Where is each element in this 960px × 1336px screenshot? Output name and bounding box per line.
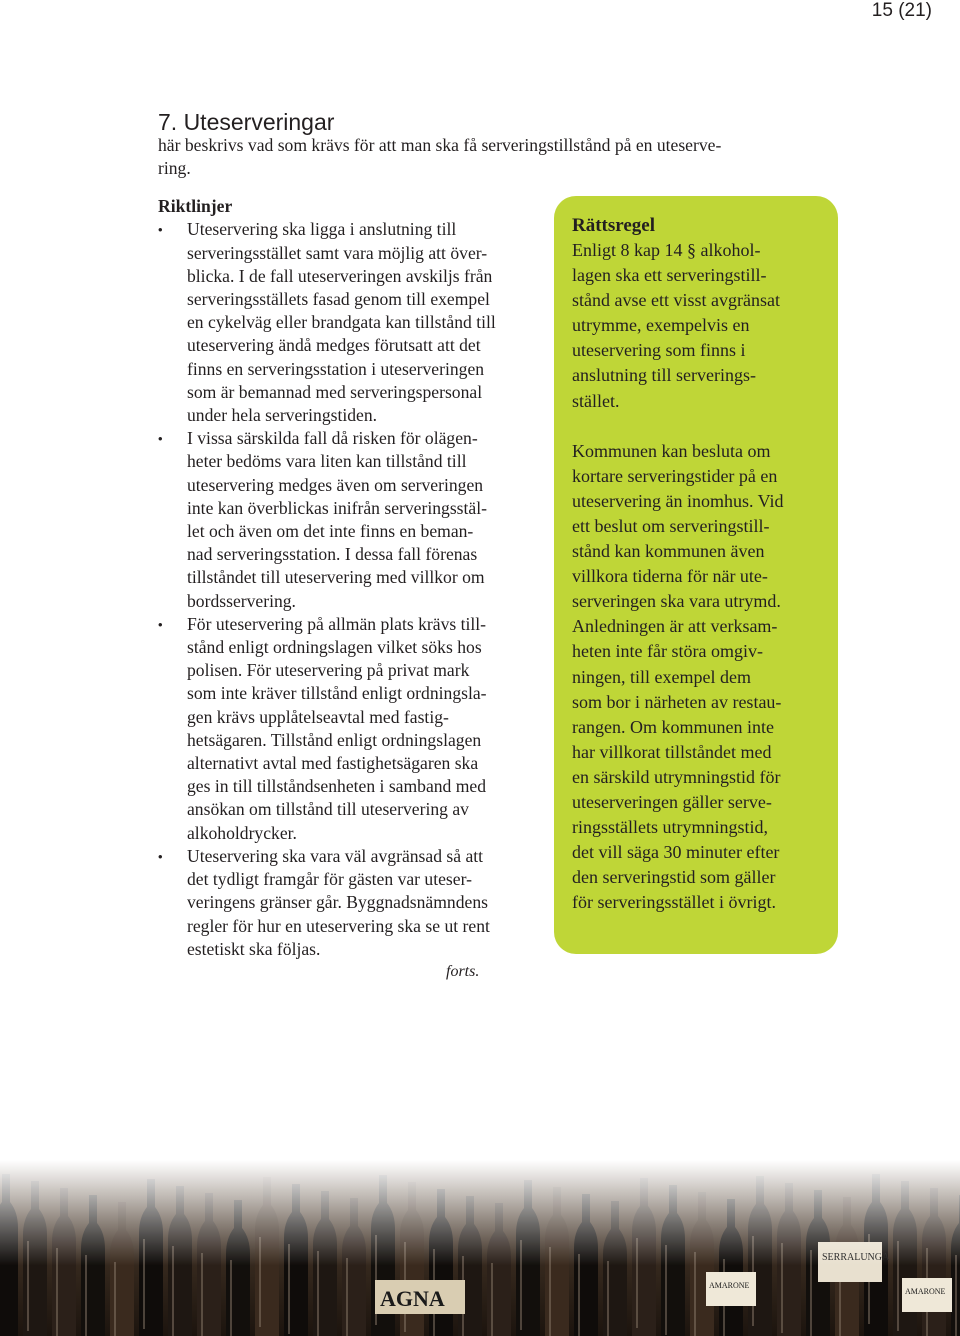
legal-rule-line: ett beslut om serveringstill- bbox=[572, 515, 770, 536]
guideline-item bbox=[158, 427, 538, 613]
legal-rule-line: för serveringsstället i övrigt. bbox=[572, 892, 776, 913]
legal-rule-line: ningen, till exempel dem bbox=[572, 666, 751, 687]
legal-rule-line: Anledningen är att verksam- bbox=[572, 616, 778, 637]
legal-rule-line: det vill säga 30 minuter efter bbox=[572, 842, 780, 863]
guideline-line: stånd enligt ordningslagen vilket söks hos bbox=[187, 637, 482, 658]
guideline-line: heter bedöms vara liten kan tillstånd till bbox=[187, 451, 467, 472]
legal-rule-paragraph-2 bbox=[572, 439, 838, 916]
guideline-line: Uteservering ska ligga i anslutning till bbox=[187, 219, 457, 240]
legal-rule-line: lagen ska ett serveringstill- bbox=[572, 265, 767, 286]
guideline-line: ges in till tillståndsenheten i samband med bbox=[187, 776, 487, 797]
guideline-line: nad serveringsstation. I dessa fall förenas bbox=[187, 544, 478, 565]
guideline-line: I vissa särskilda fall då risken för olägen- bbox=[187, 428, 478, 449]
legal-rule-paragraph-1 bbox=[572, 238, 838, 414]
continued-note: forts. bbox=[446, 963, 480, 980]
guideline-line: tillståndet till uteservering med villkor om bbox=[187, 567, 485, 588]
guideline-line: serveringsstället samt vara möjlig att över- bbox=[187, 242, 488, 263]
intro-line: ring. bbox=[158, 158, 191, 179]
guidelines-title: Riktlinjer bbox=[158, 196, 233, 216]
legal-rule-line: stånd avse ett visst avgränsat bbox=[572, 290, 780, 311]
intro-line: här beskrivs vad som krävs för att man ska få serveringstillstånd på en uteserve- bbox=[158, 135, 722, 155]
guideline-line: Uteservering ska vara väl avgränsad så att bbox=[187, 845, 484, 866]
legal-rule-line: Kommunen kan besluta om bbox=[572, 440, 771, 461]
section-intro bbox=[158, 134, 798, 181]
section-heading: 7. Uteserveringar bbox=[158, 109, 335, 135]
guideline-line: som är bemannad med serveringspersonal bbox=[187, 381, 483, 402]
guideline-line: regler för hur en uteservering ska se ut rent bbox=[187, 915, 490, 936]
legal-rule-line: har villkorat tillståndet med bbox=[572, 741, 772, 762]
guideline-item bbox=[158, 845, 538, 961]
legal-rule-line: stånd kan kommunen även bbox=[572, 541, 765, 562]
guideline-item bbox=[158, 218, 538, 427]
legal-rule-line: anslutning till serverings- bbox=[572, 365, 756, 386]
guideline-line: en cykelväg eller brandgata kan tillstånd till bbox=[187, 312, 496, 333]
guideline-line: blicka. I de fall uteserveringen avskiljs från bbox=[187, 265, 493, 286]
legal-rule-line: uteservering än inomhus. Vid bbox=[572, 490, 784, 511]
guideline-line: gen krävs upplåtelseavtal med fastig- bbox=[187, 706, 449, 727]
bullet-icon: • bbox=[158, 431, 163, 447]
bullet-icon: • bbox=[158, 222, 163, 238]
guideline-line: som inte kräver tillstånd enligt ordningsla- bbox=[187, 683, 487, 704]
legal-rule-line: heten inte får störa omgiv- bbox=[572, 641, 763, 662]
guideline-line: veringens gränser går. Byggnadsnämndens bbox=[187, 892, 488, 913]
guideline-line: estetiskt ska följas. bbox=[187, 938, 321, 959]
guideline-line: bordsservering. bbox=[187, 590, 296, 611]
guideline-item bbox=[158, 613, 538, 845]
wine-bottles-photo bbox=[0, 1160, 960, 1336]
guideline-line: För uteservering på allmän plats krävs till- bbox=[187, 613, 487, 634]
guideline-line: det tydligt framgår för gästen var uteser- bbox=[187, 869, 472, 890]
guideline-line: polisen. För uteservering på privat mark bbox=[187, 660, 470, 681]
legal-rule-line: som bor i närheten av restau- bbox=[572, 691, 782, 712]
legal-rule-line: uteserveringen gäller serve- bbox=[572, 791, 772, 812]
guideline-line: inte kan överblickas inifrån serveringsstäl- bbox=[187, 497, 487, 518]
legal-rule-line: stället. bbox=[572, 390, 620, 411]
page-number: 15 (21) bbox=[871, 0, 932, 21]
legal-rule-title: Rättsregel bbox=[572, 215, 656, 236]
legal-rule-line: utrymme, exempelvis en bbox=[572, 315, 750, 336]
guideline-line: finns en serveringsstation i uteserveringen bbox=[187, 358, 485, 379]
bullet-icon: • bbox=[158, 616, 163, 632]
legal-rule-line: Enligt 8 kap 14 § alkohol- bbox=[572, 240, 761, 260]
guidelines-list bbox=[158, 218, 538, 961]
legal-rule-line: kortare serveringstider på en bbox=[572, 465, 778, 486]
legal-rule-line: den serveringstid som gäller bbox=[572, 867, 776, 888]
guideline-line: ansökan om tillstånd till uteservering av bbox=[187, 799, 469, 820]
guideline-line: let och även om det inte finns en beman- bbox=[187, 521, 474, 542]
guidelines-section bbox=[158, 195, 538, 961]
guideline-line: alternativt avtal med fastighetsägaren ska bbox=[187, 753, 479, 774]
guideline-line: uteservering ändå medges förutsatt att det bbox=[187, 335, 481, 356]
legal-rule-line: en särskild utrymningstid för bbox=[572, 766, 781, 787]
guideline-line: under hela serveringstiden. bbox=[187, 405, 378, 426]
legal-rule-line: uteservering som finns i bbox=[572, 340, 746, 361]
legal-rule-box bbox=[554, 196, 838, 954]
legal-rule-line: ringsställets utrymningstid, bbox=[572, 817, 768, 838]
legal-rule-line: rangen. Om kommunen inte bbox=[572, 716, 774, 737]
guideline-line: alkoholdrycker. bbox=[187, 822, 297, 843]
legal-rule-line: villkora tiderna för när ute- bbox=[572, 566, 768, 587]
guideline-line: serveringsställets fasad genom till exempel bbox=[187, 289, 490, 310]
legal-rule-line: serveringen ska vara utrymd. bbox=[572, 591, 781, 612]
guideline-line: hetsägaren. Tillstånd enligt ordningslagen bbox=[187, 729, 482, 750]
guideline-line: uteservering medges även om serveringen bbox=[187, 474, 484, 495]
bullet-icon: • bbox=[158, 848, 163, 864]
